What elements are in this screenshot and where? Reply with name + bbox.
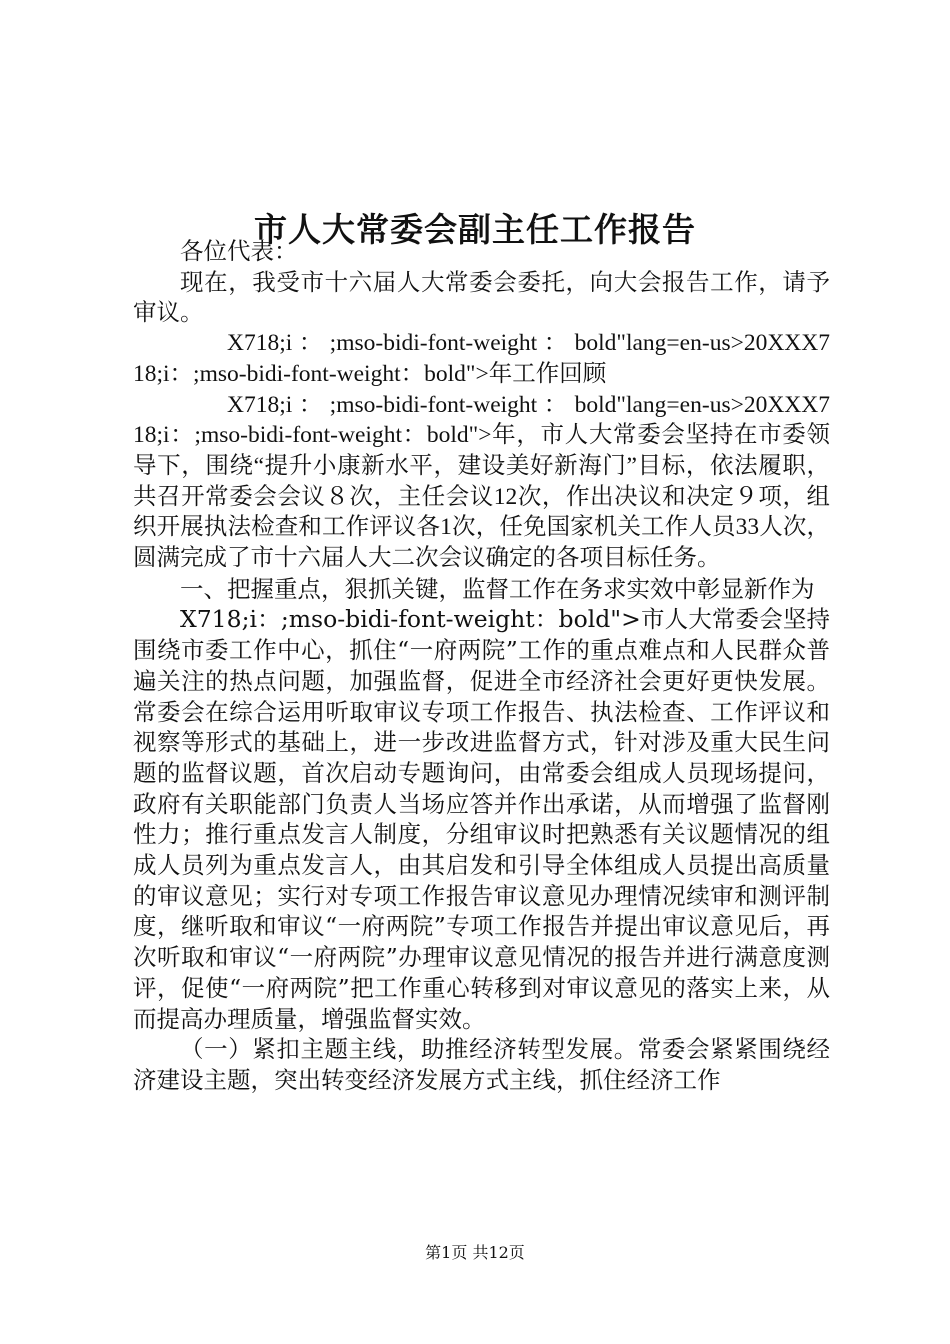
supervision-paragraph: X718;i：;mso-bidi-font-weight：bold">市人大常委会坚持围绕市委工作中心，抓住“一府两院”工作的重点难点和人民群众普遍关注的热点问题，加强监督，促进全市经济社会更好更快发展。常委会在综合运用听取审议专项工作报告、执法检查、工作评议和视察等形式的基础上，进一步改进监督方式，针对涉及重大民生问题的监督议题，首次启动专题询问，由常委会组成人员现场提问，政府有关职能部门负责人当场应答并作出承诺，从而增强了监督刚性力；推行重点发言人制度，分组审议时把熟悉有关议题情况的组成人员列为重点发言人，由其启发和引导全体组成人员提出高质量的审议意见；实行对专项工作报告审议意见办理情况续审和测评制度，继听取和审议“一府两院”专项工作报告并提出审议意见后，再次听取和审议“一府两院”办理审议意见情况的报告并进行满意度测评，促使“一府两院”把工作重心转移到对审议意见的落实上来，从而提高办理质量，增强监督实效。 [133, 605, 830, 1033]
document-body [133, 236, 830, 1096]
subsection-one-paragraph: （一）紧扣主题主线，助推经济转型发展。常委会紧紧围绕经济建设主题，突出转变经济发展方式主线，抓住经济工作 [133, 1035, 830, 1094]
document-title: 市人大常委会副主任工作报告 [254, 210, 696, 250]
review-heading-paragraph: X718;i ： ;mso-bidi-font-weight ： bold"lang=en-us>20XXX718;i：;mso-bidi-font-weight：bold">年工作回顾 [133, 330, 830, 387]
opening-paragraph: 现在，我受市十六届人大常委会委托，向大会报告工作，请予审议。 [133, 267, 830, 327]
page-number-footer: 第1页 共12页 [425, 1243, 525, 1262]
section-one-heading: 一、把握重点，狠抓关键，监督工作在务求实效中彰显新作为 [180, 574, 815, 603]
salutation-paragraph: 各位代表： [180, 237, 298, 265]
annual-summary-paragraph: X718;i ： ;mso-bidi-font-weight ： bold"lang=en-us>20XXX718;i：;mso-bidi-font-weight：bold">年，市人大常委会坚持在市委领导下，围绕“提升小康新水平，建设美好新海门”目标，依法履职，共召开常委会会议８次，主任会议12次，作出决议和决定９项，组织开展执法检查和工作评议各1次，任免国家机关工作人员33人次，圆满完成了市十六届人大二次会议确定的各项目标任务。 [133, 391, 830, 572]
